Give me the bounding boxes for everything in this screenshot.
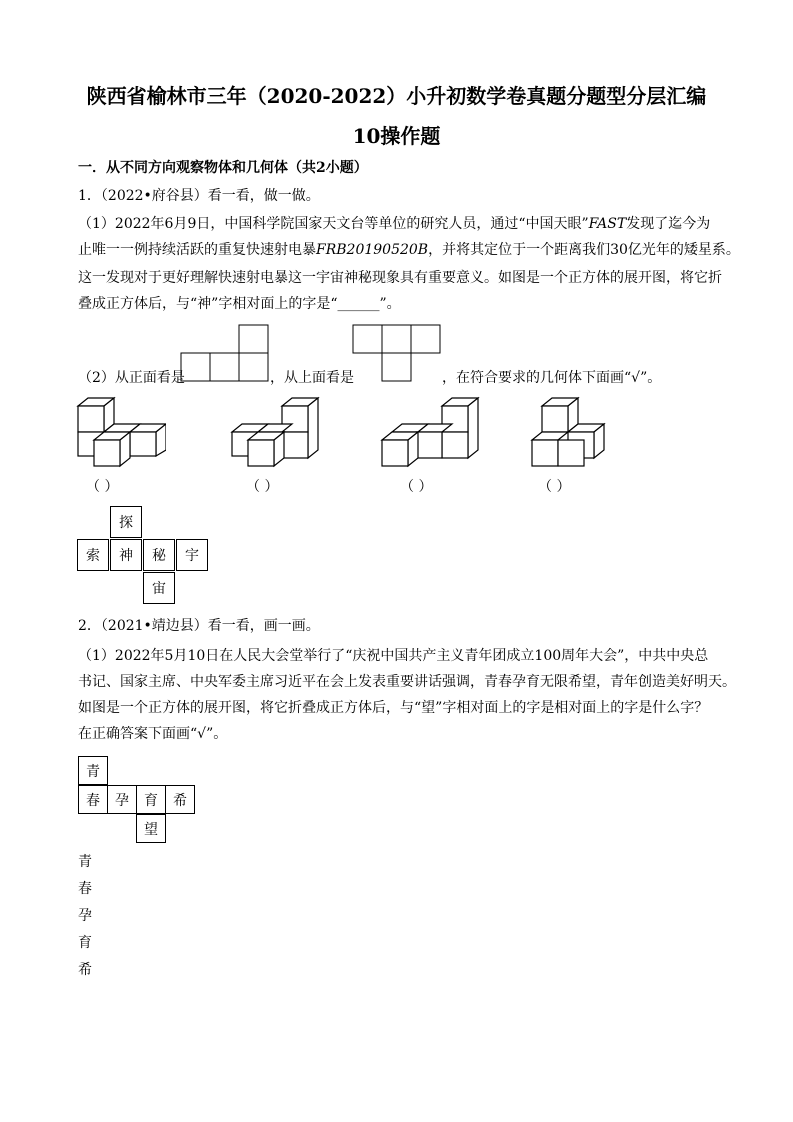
q2-line4: 在正确答案下面画“√”。	[78, 726, 228, 742]
q2-option-2[interactable]: 春	[78, 881, 92, 897]
q1-fast: FAST	[588, 216, 627, 232]
page-subtitle: 10操作题	[352, 124, 441, 148]
q1-p2-a: （2）从正面看是	[78, 370, 185, 386]
q1-p2-c: ，在符合要求的几何体下面画“√”。	[442, 370, 662, 386]
q1-p1-line2-b: ，并将其定位于一个距离我们30亿光年的矮星系。	[428, 242, 740, 258]
net2-cell-top: 青	[78, 756, 108, 785]
q1-header: 1．（2022•府谷县）看一看，做一做。	[78, 188, 320, 204]
q1-p1-line1	[78, 214, 710, 234]
net2-cell-row-1: 春	[78, 785, 108, 814]
net2-cell-bottom: 望	[136, 814, 166, 843]
net2-cell-row-2: 孕	[107, 785, 137, 814]
q1-p1-line2	[78, 240, 740, 260]
q2-option-4[interactable]: 育	[78, 935, 92, 951]
q1-p1-line1-b: 发现了迄今为	[626, 216, 711, 232]
q2-header: 2．（2021•靖边县）看一看，画一画。	[78, 618, 320, 634]
q2-option-5[interactable]: 希	[78, 962, 92, 978]
q1-p1-line2-a: 止唯一一例持续活跃的重复快速射电暴	[78, 242, 316, 258]
net1-cell-row-2: 神	[110, 539, 142, 571]
net1-cell-row-3: 秘	[143, 539, 175, 571]
q2-option-1[interactable]: 青	[78, 854, 92, 870]
net1-cell-row-1: 索	[77, 539, 109, 571]
solid-option-3	[380, 392, 480, 468]
q2-line3: 如图是一个正方体的展开图，将它折叠成正方体后，与“望”字相对面上的字是相对面上的字是什么字？	[78, 700, 709, 716]
front-view-figure	[180, 322, 270, 382]
answer-paren-1[interactable]: （ ）	[86, 479, 119, 495]
q1-p2-b: ，从上面看是	[270, 370, 354, 386]
answer-paren-3[interactable]: （ ）	[400, 479, 433, 495]
page-title: 陕西省榆林市三年（2020-2022）小升初数学卷真题分题型分层汇编	[86, 84, 707, 108]
q1-p1-line4: 叠成正方体后，与“神”字相对面上的字是“______”。	[78, 296, 401, 312]
net1-cell-bottom: 宙	[143, 572, 175, 604]
solid-option-4	[530, 392, 610, 468]
answer-paren-2[interactable]: （ ）	[246, 479, 279, 495]
net2-cell-row-3: 育	[136, 785, 166, 814]
q2-line1: （1）2022年5月10日在人民大会堂举行了“庆祝中国共产主义青年团成立100周年大会”，中共中央总	[78, 648, 709, 664]
q1-frb: FRB20190520B	[316, 242, 429, 258]
top-view-figure	[352, 322, 442, 382]
section-heading: 一．从不同方向观察物体和几何体（共2小题）	[78, 160, 368, 176]
q2-line2: 书记、国家主席、中央军委主席习近平在会上发表重要讲话强调，青春孕育无限希望，青年创造美好明天。	[78, 674, 736, 690]
net1-cell-row-4: 宇	[176, 539, 208, 571]
net1-cell-top: 探	[110, 506, 142, 538]
answer-paren-4[interactable]: （ ）	[538, 479, 571, 495]
q1-p1-line3: 这一发现对于更好理解快速射电暴这一宇宙神秘现象具有重要意义。如图是一个正方体的展开图，将它折	[78, 270, 722, 286]
solid-option-2	[230, 392, 320, 468]
q1-p1-line1-a: （1）2022年6月9日，中国科学院国家天文台等单位的研究人员，通过“中国天眼”	[78, 216, 589, 232]
q2-option-3[interactable]: 孕	[78, 908, 92, 924]
solid-option-1	[76, 392, 166, 468]
net2-cell-row-4: 希	[165, 785, 195, 814]
